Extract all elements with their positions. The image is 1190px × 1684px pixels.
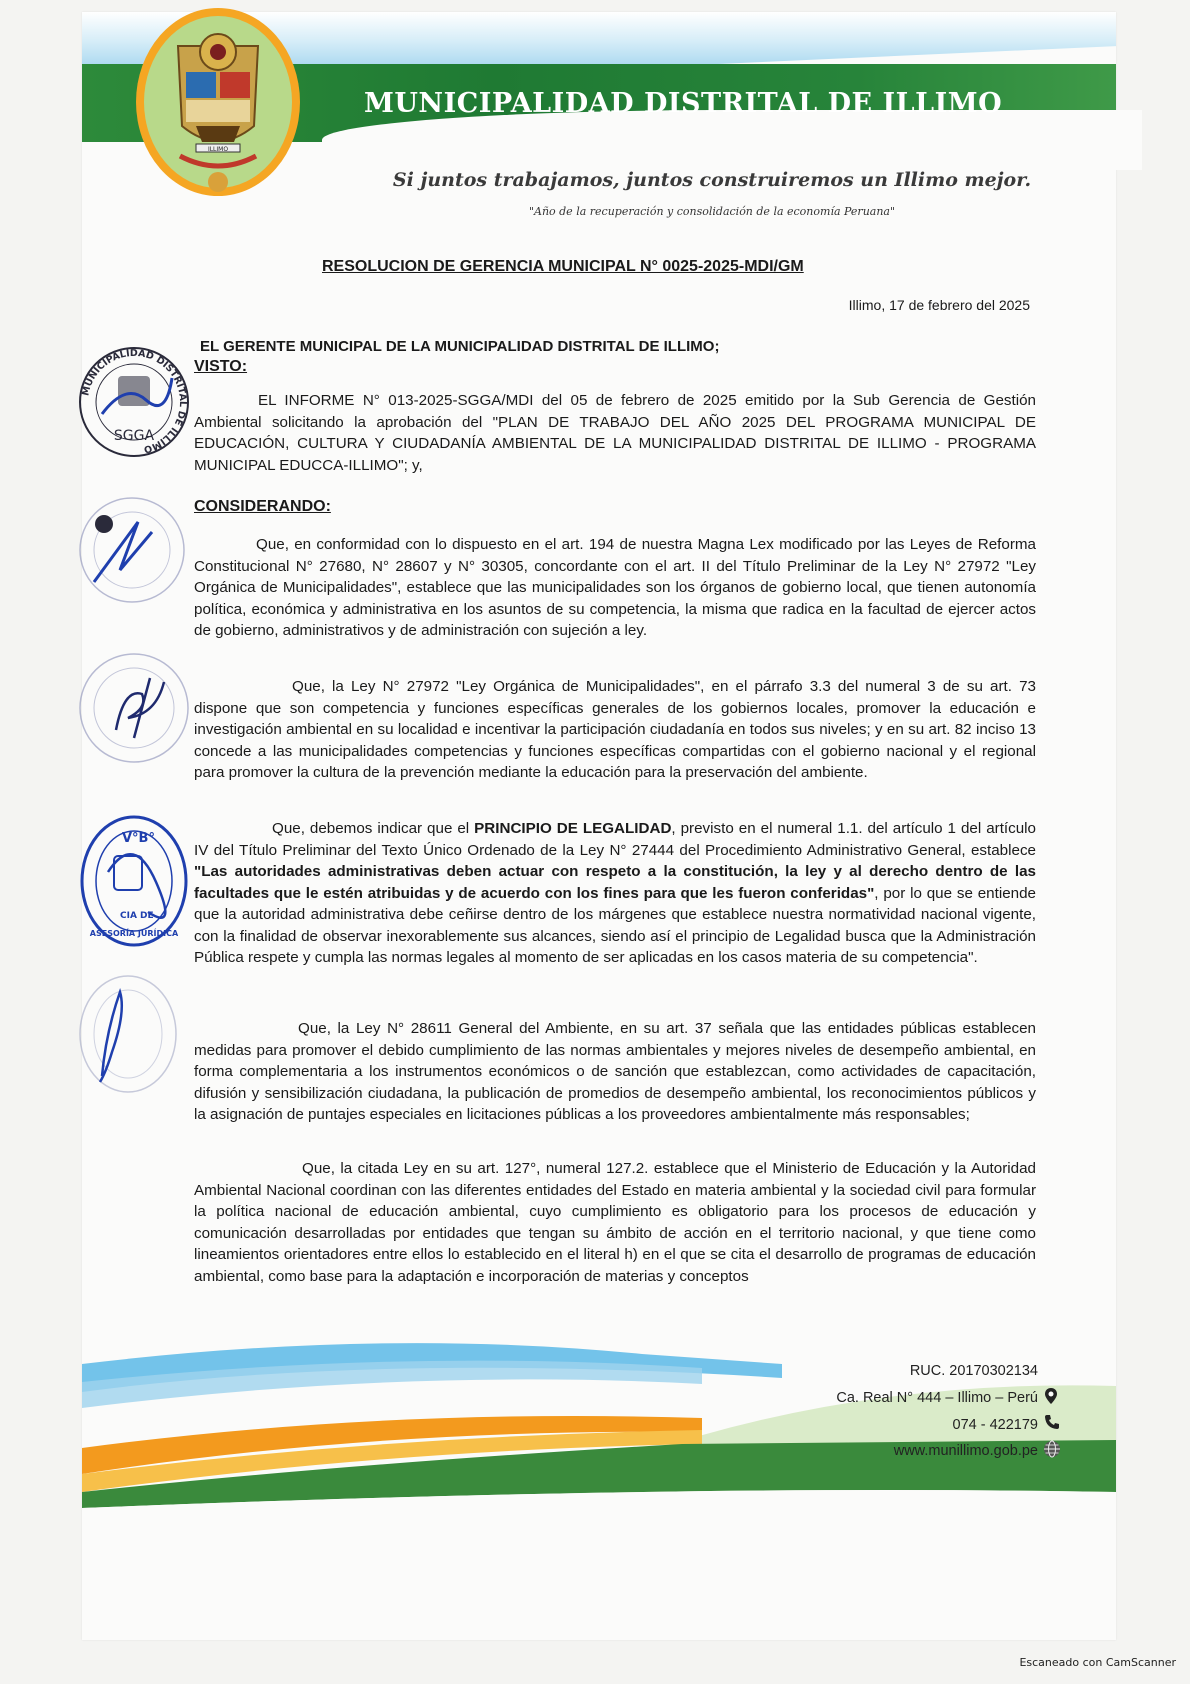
p3-quoted-principle: "Las autoridades administrativas deben actuar con respeto a la constitución, la ley y al derecho dentro de las facultades que le estén atribuidas y de acuerdo con los fines para que les fueron conferidas" (194, 863, 1036, 902)
considerando-paragraph-1: Que, en conformidad con lo dispuesto en el art. 194 de nuestra Magna Lex modificado por las Leyes de Reforma Constitucional N° 27680, N° 28607 y N° 30305, concordante con el art. II del Título Preliminar de la Ley N° 27972 "Ley Orgánica de Municipalidades", establece que las municipalidades son los órganos de gobierno local, que tienen autonomía política, económica y administrativa en los asuntos de su competencia, la misma que radica en la facultad de ejercer actos de gobierno, administrativos y de administración con sujeción a ley. (194, 536, 1036, 639)
p3-part-e: , por lo que se entiende que la autoridad administrativa debe ceñirse dentro de los márgenes que establece nuestra normatividad nacional vigente, con la finalidad de observar inexorablemente sus alcances, siendo así el principio de Legalidad busca que la Administración Pública respete y cumpla las normas legales al momento de ser aplicadas en los casos materia de su competencia". (194, 884, 1036, 966)
considerando-heading: CONSIDERANDO: (194, 498, 331, 515)
slogan: Si juntos trabajamos, juntos construiremos un Illimo mejor. (392, 169, 1032, 191)
p3-part-a: Que, debemos indicar que el (272, 820, 475, 837)
considerando-paragraph-4: Que, la Ley N° 28611 General del Ambiente, en su art. 37 señala que las entidades públicas establecen medidas para promover el debido cumplimiento de las normas ambientales y mejores niveles de desempeño ambiental, en forma complementaria a los instrumentos económicos o de sanción que establezcan, como actividades de capacitación, difusión y sensibilización ciudadana, la publicación de promedios de desempeño ambiental, los reconocimientos públicos y la asignación de puntajes especiales en licitaciones públicas a los proveedores ambientalmente más responsables; (194, 1020, 1036, 1123)
principio-legalidad: PRINCIPIO DE LEGALIDAD (474, 820, 672, 837)
considerando-paragraph-5: Que, la citada Ley en su art. 127°, numeral 127.2. establece que el Ministerio de Educación y la Autoridad Ambiental Nacional coordinan con las diferentes entidades del Estado en materia ambiental y la sociedad civil para formular la política nacional de educación ambiental, cuyo cumplimiento es obligatorio para los procesos de educación y comunicación desarrolladas por entidades que tengan su ámbito de acción en el territorio nacional, y que tiene como lineamientos orientadores entre ellos lo establecido en el literal h) en el que se cita el desarrollo de programas de educación ambiental, como base para la adaptación e incorporación de materias y conceptos (194, 1160, 1036, 1285)
institution-name: MUNICIPALIDAD DISTRITAL DE ILLIMO (364, 88, 1003, 119)
footer-ruc: RUC. 20170302134 (909, 1363, 1038, 1379)
sgga-stamp (76, 342, 192, 467)
signature-stamp-2 (76, 492, 188, 613)
vb-legal-stamp (78, 812, 190, 955)
signature-stamp-5 (76, 972, 180, 1101)
considerando-paragraph-3 (194, 818, 1036, 969)
emblem-label: ILLIMO (207, 146, 229, 153)
camscanner-watermark: Escaneado con CamScanner (1019, 1656, 1176, 1669)
location-pin-icon (1044, 1387, 1058, 1410)
visto-paragraph: EL INFORME N° 013-2025-SGGA/MDI del 05 de febrero de 2025 emitido por la Sub Gerencia de Gestión Ambiental solicitando la aprobación del "PLAN DE TRABAJO DEL AÑO 2025 DEL PROGRAMA MUNICIPAL DE EDUCACIÓN, CULTURA Y CIUDADANÍA AMBIENTAL DE LA MUNICIPALIDAD DISTRITAL DE ILLIMO - PROGRAMA MUNICIPAL EDUCCA-ILLIMO"; y, (194, 392, 1036, 474)
visto-heading: VISTO: (194, 358, 248, 375)
sgga-label: SGGA (113, 428, 155, 444)
considerando-paragraph-2: Que, la Ley N° 27972 "Ley Orgánica de Municipalidades", en el párrafo 3.3 del numeral 3 de su art. 73 dispone que son competencia y funciones específicas generales de los gobiernos locales, promover la educación e investigación ambiental en su localidad e incentivar la participación ciudadanía en todos sus niveles; y en su art. 82 inciso 13 concede a las municipalidades competencias y funciones específicas compartidas con el gobierno nacional y el regional para promover la cultura de la prevención mediante la educación para la preservación del ambiente. (194, 678, 1036, 781)
vb-label: V°B° (122, 831, 155, 846)
municipal-emblem (130, 6, 306, 206)
phone-icon (1044, 1414, 1060, 1435)
sgga-ring-text: MUNICIPALIDAD DISTRITAL DE ILLIMO (80, 347, 189, 455)
issuer-line: EL GERENTE MUNICIPAL DE LA MUNICIPALIDAD DISTRITAL DE ILLIMO; (200, 338, 720, 355)
vb-bottom-text: ASESORÍA JURÍDICA (89, 929, 179, 938)
resolution-date: Illimo, 17 de febrero del 2025 (848, 297, 1030, 313)
vb-mid-text: CIA DE (120, 911, 154, 921)
footer-website[interactable]: www.munillimo.gob.pe (893, 1443, 1038, 1459)
document-page (82, 12, 1116, 1640)
resolution-title: RESOLUCION DE GERENCIA MUNICIPAL N° 0025-2025-MDI/GM (322, 258, 804, 275)
p3-part-c: , previsto en el numeral 1.1. del artículo 1 del artículo IV del Título Preliminar del Texto Único Ordenado de la Ley N° 27444 del Procedimiento Administrativo General, establece (194, 820, 1037, 859)
signature-stamp-3 (76, 648, 192, 773)
footer-phone: 074 - 422179 (952, 1417, 1038, 1433)
year-motto: "Año de la recuperación y consolidación de la economía Peruana" (528, 205, 896, 218)
globe-icon (1043, 1440, 1061, 1463)
header-curve (322, 110, 1142, 170)
footer-address: Ca. Real N° 444 – Illimo – Perú (836, 1390, 1038, 1406)
